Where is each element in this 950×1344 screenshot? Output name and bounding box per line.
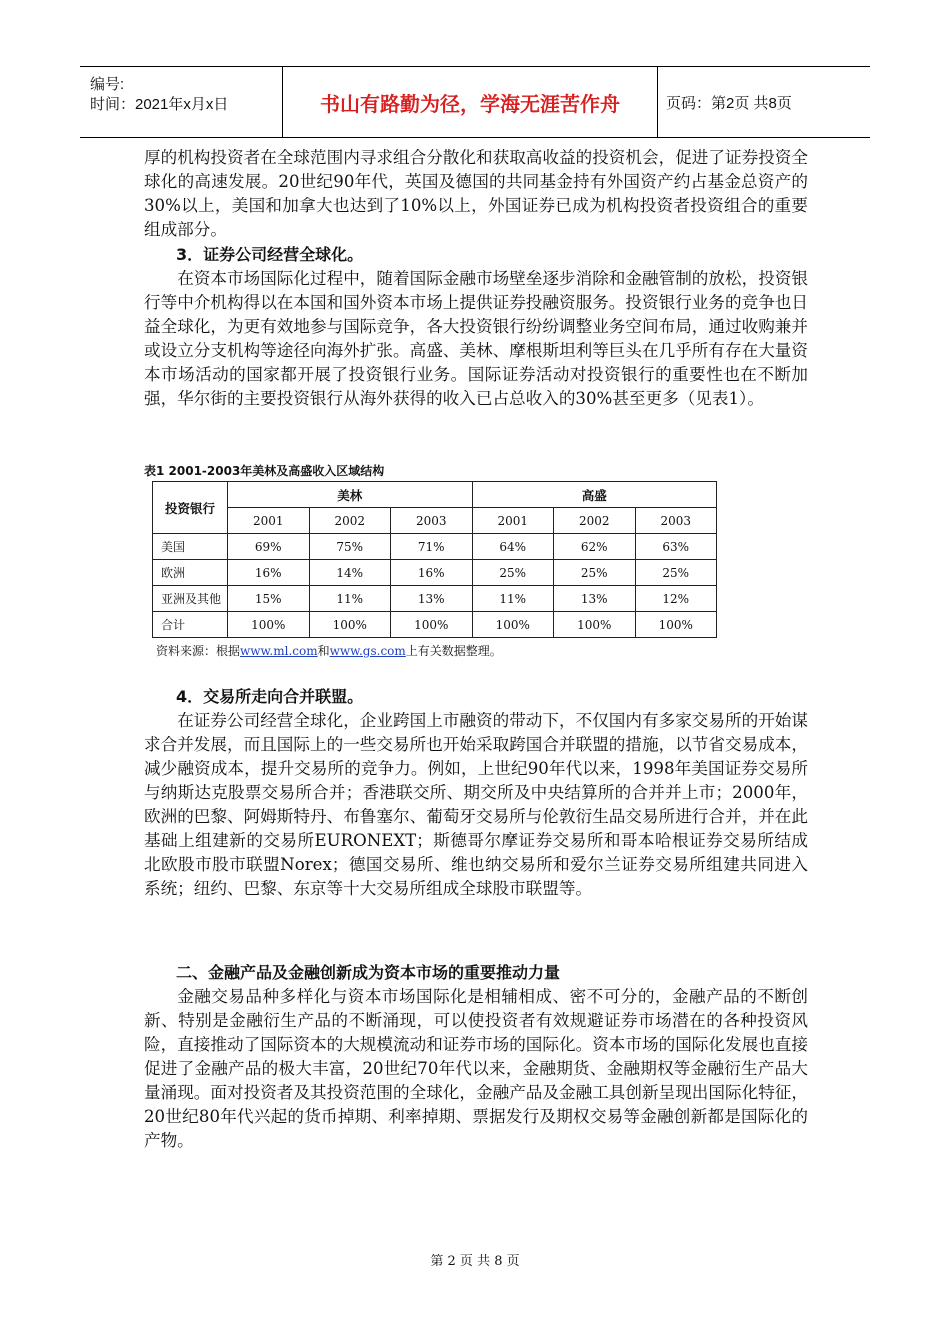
table-row	[153, 612, 717, 638]
table-cell: 13%	[391, 586, 473, 612]
table-row	[153, 534, 717, 560]
document-number-label: 编号:	[90, 76, 125, 93]
table-cell: 16%	[228, 560, 310, 586]
table-source-note	[156, 642, 502, 659]
table-row	[153, 586, 717, 612]
table-cell: 16%	[391, 560, 473, 586]
row-label: 欧洲	[153, 560, 228, 586]
source-suffix: 上有关数据整理。	[405, 644, 502, 658]
text-block-top	[144, 146, 808, 411]
header-motto: 书山有路勤为径，学海无涯苦作舟	[283, 67, 658, 137]
table-header-row	[153, 482, 717, 508]
table-cell: 100%	[228, 612, 310, 638]
table-cell: 13%	[554, 586, 636, 612]
table-cell: 100%	[635, 612, 717, 638]
section-3-heading: 3．证券公司经营全球化。	[176, 245, 364, 264]
row-label: 美国	[153, 534, 228, 560]
header-page-info: 页码：第2页 共8页	[666, 94, 792, 112]
intro-paragraph: 厚的机构投资者在全球范围内寻求组合分散化和获取高收益的投资机会，促进了证券投资全球化的高速发展。20世纪90年代，英国及德国的共同基金持有外国资产约占基金总资产的30%以上，美国和加拿大也达到了10%以上，外国证券已成为机构投资者投资组合的重要组成部分。	[144, 148, 808, 239]
table-cell: 71%	[391, 534, 473, 560]
table-group-header-gs: 高盛	[472, 482, 717, 508]
revenue-region-table	[152, 481, 717, 638]
row-label: 亚洲及其他	[153, 586, 228, 612]
section-4-paragraph: 在证券公司经营全球化，企业跨国上市融资的带动下，不仅国内有多家交易所的开始谋求合并发展，而且国际上的一些交易所也开始采取跨国合并联盟的措施，以节省交易成本，减少融资成本，提升交易所的竞争力。例如，上世纪90年代以来，1998年美国证券交易所与纳斯达克股票交易所合并；香港联交所、期交所及中央结算所的合并并上市；2000年，欧洲的巴黎、阿姆斯特丹、布鲁塞尔、葡萄牙交易所与伦敦衍生品交易所进行合并，并在此基础上组建新的交易所EURONEXT；斯德哥尔摩证券交易所和哥本哈根证券交易所结成北欧股市股市联盟Norex；德国交易所、维也纳交易所和爱尔兰证券交易所组建共同进入系统；纽约、巴黎、东京等十大交易所组成全球股市联盟等。	[144, 711, 808, 898]
text-block-section-two	[144, 960, 808, 1153]
table-cell: 62%	[554, 534, 636, 560]
table-caption: 表1 2001-2003年美林及高盛收入区域结构	[144, 464, 385, 478]
table-cell: 100%	[309, 612, 391, 638]
table-cell: 100%	[391, 612, 473, 638]
table-cell: 75%	[309, 534, 391, 560]
source-link-ml[interactable]: www.ml.com	[240, 644, 318, 658]
page-header	[80, 66, 870, 138]
row-label: 合计	[153, 612, 228, 638]
source-prefix: 资料来源：根据	[156, 644, 241, 658]
table-cell: 69%	[228, 534, 310, 560]
document-date: 时间：2021年x月x日	[90, 96, 229, 113]
table-cell: 25%	[635, 560, 717, 586]
header-meta	[80, 67, 283, 137]
table-cell: 15%	[228, 586, 310, 612]
table-group-header-ml: 美林	[228, 482, 473, 508]
table-cell: 63%	[635, 534, 717, 560]
table-cell: 100%	[472, 612, 554, 638]
table-cell: 11%	[309, 586, 391, 612]
table-cell: 14%	[309, 560, 391, 586]
table-cell: 11%	[472, 586, 554, 612]
year-cell: 2003	[635, 508, 717, 534]
table-corner-header: 投资银行	[153, 482, 228, 534]
section-3-paragraph: 在资本市场国际化过程中，随着国际金融市场壁垒逐步消除和金融管制的放松，投资银行等中介机构得以在本国和国外资本市场上提供证券投融资服务。投资银行业务的竞争也日益全球化，为更有效地参与国际竞争，各大投资银行纷纷调整业务空间布局，通过收购兼并或设立分支机构等途径向海外扩张。高盛、美林、摩根斯坦利等巨头在几乎所有存在大量资本市场活动的国家都开展了投资银行业务。国际证券活动对投资银行的重要性也在不断加强，华尔街的主要投资银行从海外获得的收入已占总收入的30%甚至更多（见表1）。	[144, 269, 808, 408]
year-cell: 2001	[228, 508, 310, 534]
year-cell: 2002	[309, 508, 391, 534]
section-two-paragraph: 金融交易品种多样化与资本市场国际化是相辅相成、密不可分的，金融产品的不断创新、特别是金融衍生产品的不断涌现，可以使投资者有效规避证券市场潜在的各种投资风险，直接推动了国际资本的大规模流动和证券市场的国际化。资本市场的国际化发展也直接促进了金融产品的极大丰富，20世纪70年代以来，金融期货、金融期权等金融衍生产品大量涌现。面对投资者及其投资范围的全球化，金融产品及金融工具创新呈现出国际化特征，20世纪80年代兴起的货币掉期、利率掉期、票据发行及期权交易等金融创新都是国际化的产物。	[144, 987, 808, 1150]
table-cell: 25%	[554, 560, 636, 586]
year-cell: 2001	[472, 508, 554, 534]
table-cell: 12%	[635, 586, 717, 612]
table-row	[153, 560, 717, 586]
year-cell: 2003	[391, 508, 473, 534]
page-footer: 第 2 页 共 8 页	[430, 1254, 520, 1269]
table-cell: 100%	[554, 612, 636, 638]
year-cell: 2002	[554, 508, 636, 534]
table-cell: 25%	[472, 560, 554, 586]
text-block-section-4	[144, 684, 808, 901]
table-year-row	[153, 508, 717, 534]
section-two-heading: 二、金融产品及金融创新成为资本市场的重要推动力量	[176, 963, 561, 982]
source-link-gs[interactable]: www.gs.com	[329, 644, 406, 658]
source-and: 和	[317, 644, 330, 658]
section-4-heading: 4．交易所走向合并联盟。	[176, 687, 364, 706]
table-cell: 64%	[472, 534, 554, 560]
